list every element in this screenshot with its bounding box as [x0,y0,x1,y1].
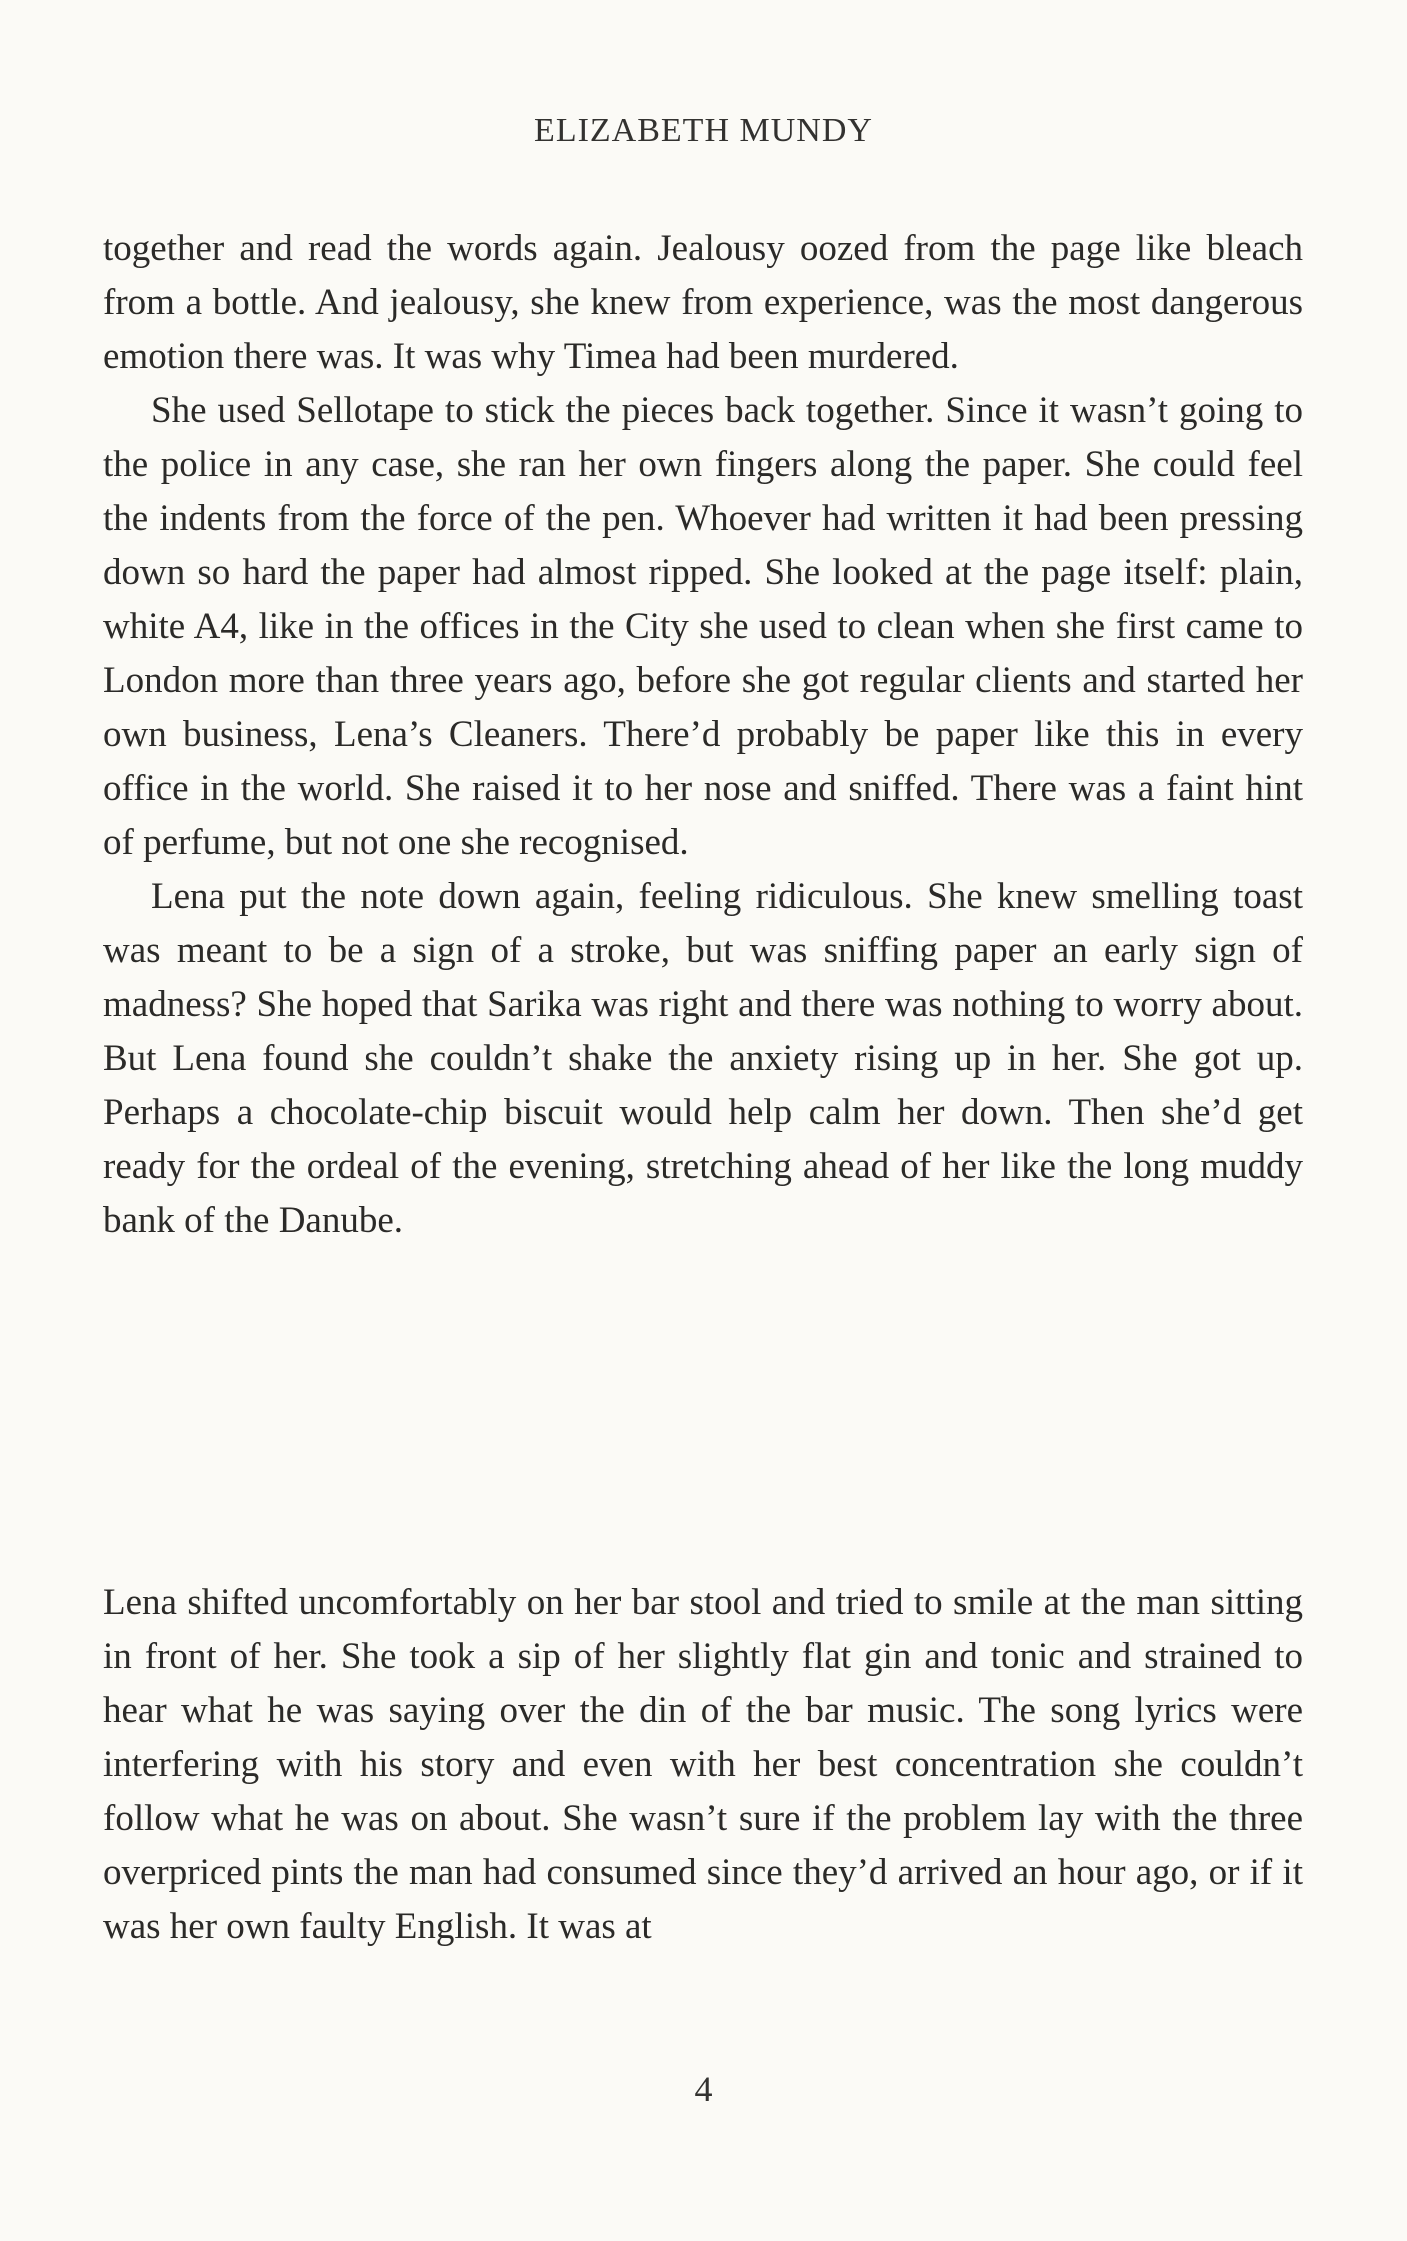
paragraph-sellotape: She used Sellotape to stick the pieces back together. Since it wasn’t going to the police in any case, she ran her own fingers along the paper. She could feel the indents from the force of the pen. Whoever had written it had been pressing down so hard the paper had almost ripped. She looked at the page itself: plain, white A4, like in the offices in the City she used to clean when she first came to London more than three years ago, before she got regular clients and started her own business, Lena’s Cleaners. There’d probably be paper like this in every office in the world. She raised it to her nose and sniffed. There was a faint hint of perfume, but not one she recognised. [103,390,1303,863]
paragraph-lena-note: Lena put the note down again, feeling ridiculous. She knew smelling toast was meant to be a sign of a stroke, but was sniffing paper an early sign of madness? She hoped that Sarika was right and there was nothing to worry about. But Lena found she couldn’t shake the anxiety rising up in her. She got up. Perhaps a chocolate-chip biscuit would help calm her down. Then she’d get ready for the ordeal of the evening, stretching ahead of her like the long muddy bank of the Danube. [103,876,1303,1241]
paragraph-continued: together and read the words again. Jealousy oozed from the page like bleach from a bottle. And jealousy, she knew from experience, was the most dangerous emotion there was. It was why Timea had been murdered. [103,228,1303,377]
page-number: 4 [694,2069,713,2109]
text-block-section-break [103,1576,1303,1954]
running-head: ELIZABETH MUNDY [534,112,873,149]
paragraph-bar-stool: Lena shifted uncomfortably on her bar stool and tried to smile at the man sitting in front of her. She took a sip of her slightly flat gin and tonic and strained to hear what he was saying over the din of the bar music. The song lyrics were interfering with his story and even with her best concentration she couldn’t follow what he was on about. She wasn’t sure if the problem lay with the three overpriced pints the man had consumed since they’d arrived an hour ago, or if it was her own faulty English. It was at [103,1582,1303,1947]
text-block-top [103,222,1303,1248]
